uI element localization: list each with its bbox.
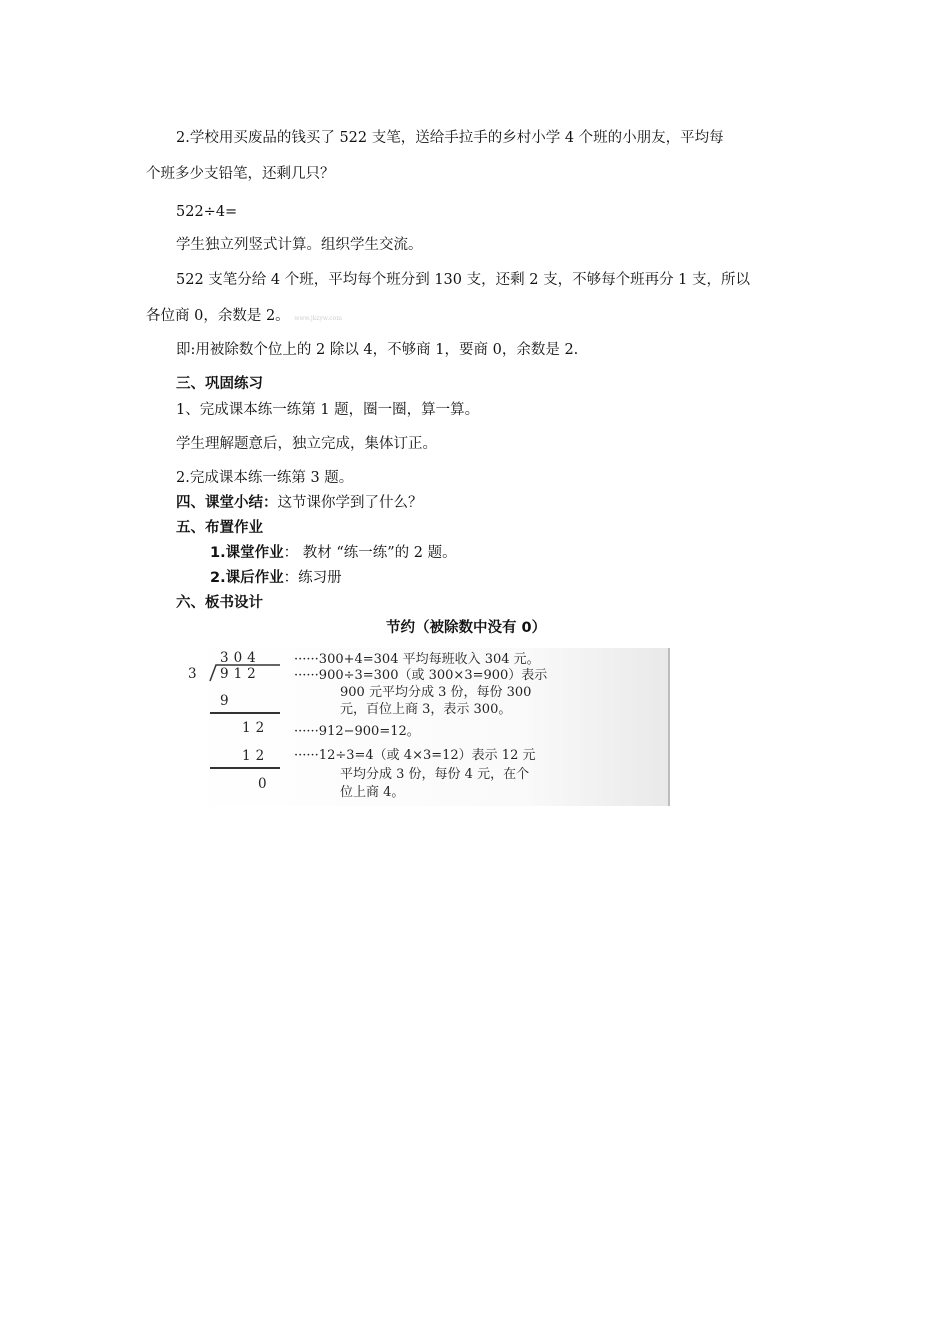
section-3-heading: 三、巩固练习 xyxy=(176,376,263,392)
explanation-line-2 xyxy=(146,309,342,324)
board-title: 节约（被除数中没有 0） xyxy=(386,620,547,636)
note-6: ······12÷3=4（或 4×3=12）表示 12 元 xyxy=(294,748,536,763)
practice-1: 1、完成课本练一练第 1 题，圈一圈，算一算。 xyxy=(176,402,480,418)
homework-1-label: 1.课堂作业 xyxy=(210,545,284,561)
dividend: 912 xyxy=(220,666,261,682)
note-4: 元，百位上商 3，表示 300。 xyxy=(340,702,512,717)
remainder-2: 0 xyxy=(258,776,272,792)
section-4-heading: 四、课堂小结： xyxy=(176,495,278,511)
ie-explanation: 即:用被除数个位上的 2 除以 4，不够商 1，要商 0，余数是 2. xyxy=(176,342,579,358)
section-5-heading: 五、布置作业 xyxy=(176,520,263,536)
section-6-heading: 六、板书设计 xyxy=(176,595,263,611)
faint-watermark: www.jkzyw.com xyxy=(294,315,342,322)
step-2-product: 12 xyxy=(242,748,270,764)
question-2-line-2: 个班多少支铅笔，还剩几只？ xyxy=(146,166,335,182)
section-4-text: 这节课你学到了什么？ xyxy=(277,495,423,511)
note-2: ······900÷3=300（或 300×3=900）表示 xyxy=(294,668,548,683)
remainder-1: 12 xyxy=(242,720,270,736)
explanation-line-1: 522 支笔分给 4 个班，平均每个班分到 130 支，还剩 2 支，不够每个班再分 1 支，所以 xyxy=(176,272,751,288)
independent-calc-text: 学生独立列竖式计算。组织学生交流。 xyxy=(176,237,423,253)
note-7: 平均分成 3 份，每份 4 元，在个 xyxy=(340,767,530,782)
division-line-1 xyxy=(210,712,280,714)
blackboard-division-image xyxy=(182,648,670,806)
section-4-line xyxy=(176,496,423,511)
note-1: ······300+4=304 平均每班收入 304 元。 xyxy=(294,652,540,667)
homework-2-text: ：练习册 xyxy=(283,570,342,586)
divisor: 3 xyxy=(188,666,202,682)
note-8: 位上商 4。 xyxy=(340,785,405,800)
question-2-line-1: 2.学校用买废品的钱买了 522 支笔，送给手拉手的乡村小学 4 个班的小朋友，平均每 xyxy=(176,130,724,146)
practice-2: 2.完成课本练一练第 3 题。 xyxy=(176,470,354,486)
homework-1-text: ： 教材 “练一练”的 2 题。 xyxy=(283,545,457,561)
homework-1 xyxy=(210,546,457,561)
explanation-text: 各位商 0，余数是 2。 xyxy=(146,308,290,324)
note-3: 900 元平均分成 3 份，每份 300 xyxy=(340,685,532,700)
quotient: 304 xyxy=(220,650,261,666)
homework-2 xyxy=(210,571,342,586)
note-5: ······912−900=12。 xyxy=(294,724,420,739)
equation: 522÷4= xyxy=(176,204,238,220)
division-line-2 xyxy=(210,767,280,769)
homework-2-label: 2.课后作业 xyxy=(210,570,284,586)
practice-1-note: 学生理解题意后，独立完成，集体订正。 xyxy=(176,436,437,452)
step-1-product: 9 xyxy=(220,693,234,709)
